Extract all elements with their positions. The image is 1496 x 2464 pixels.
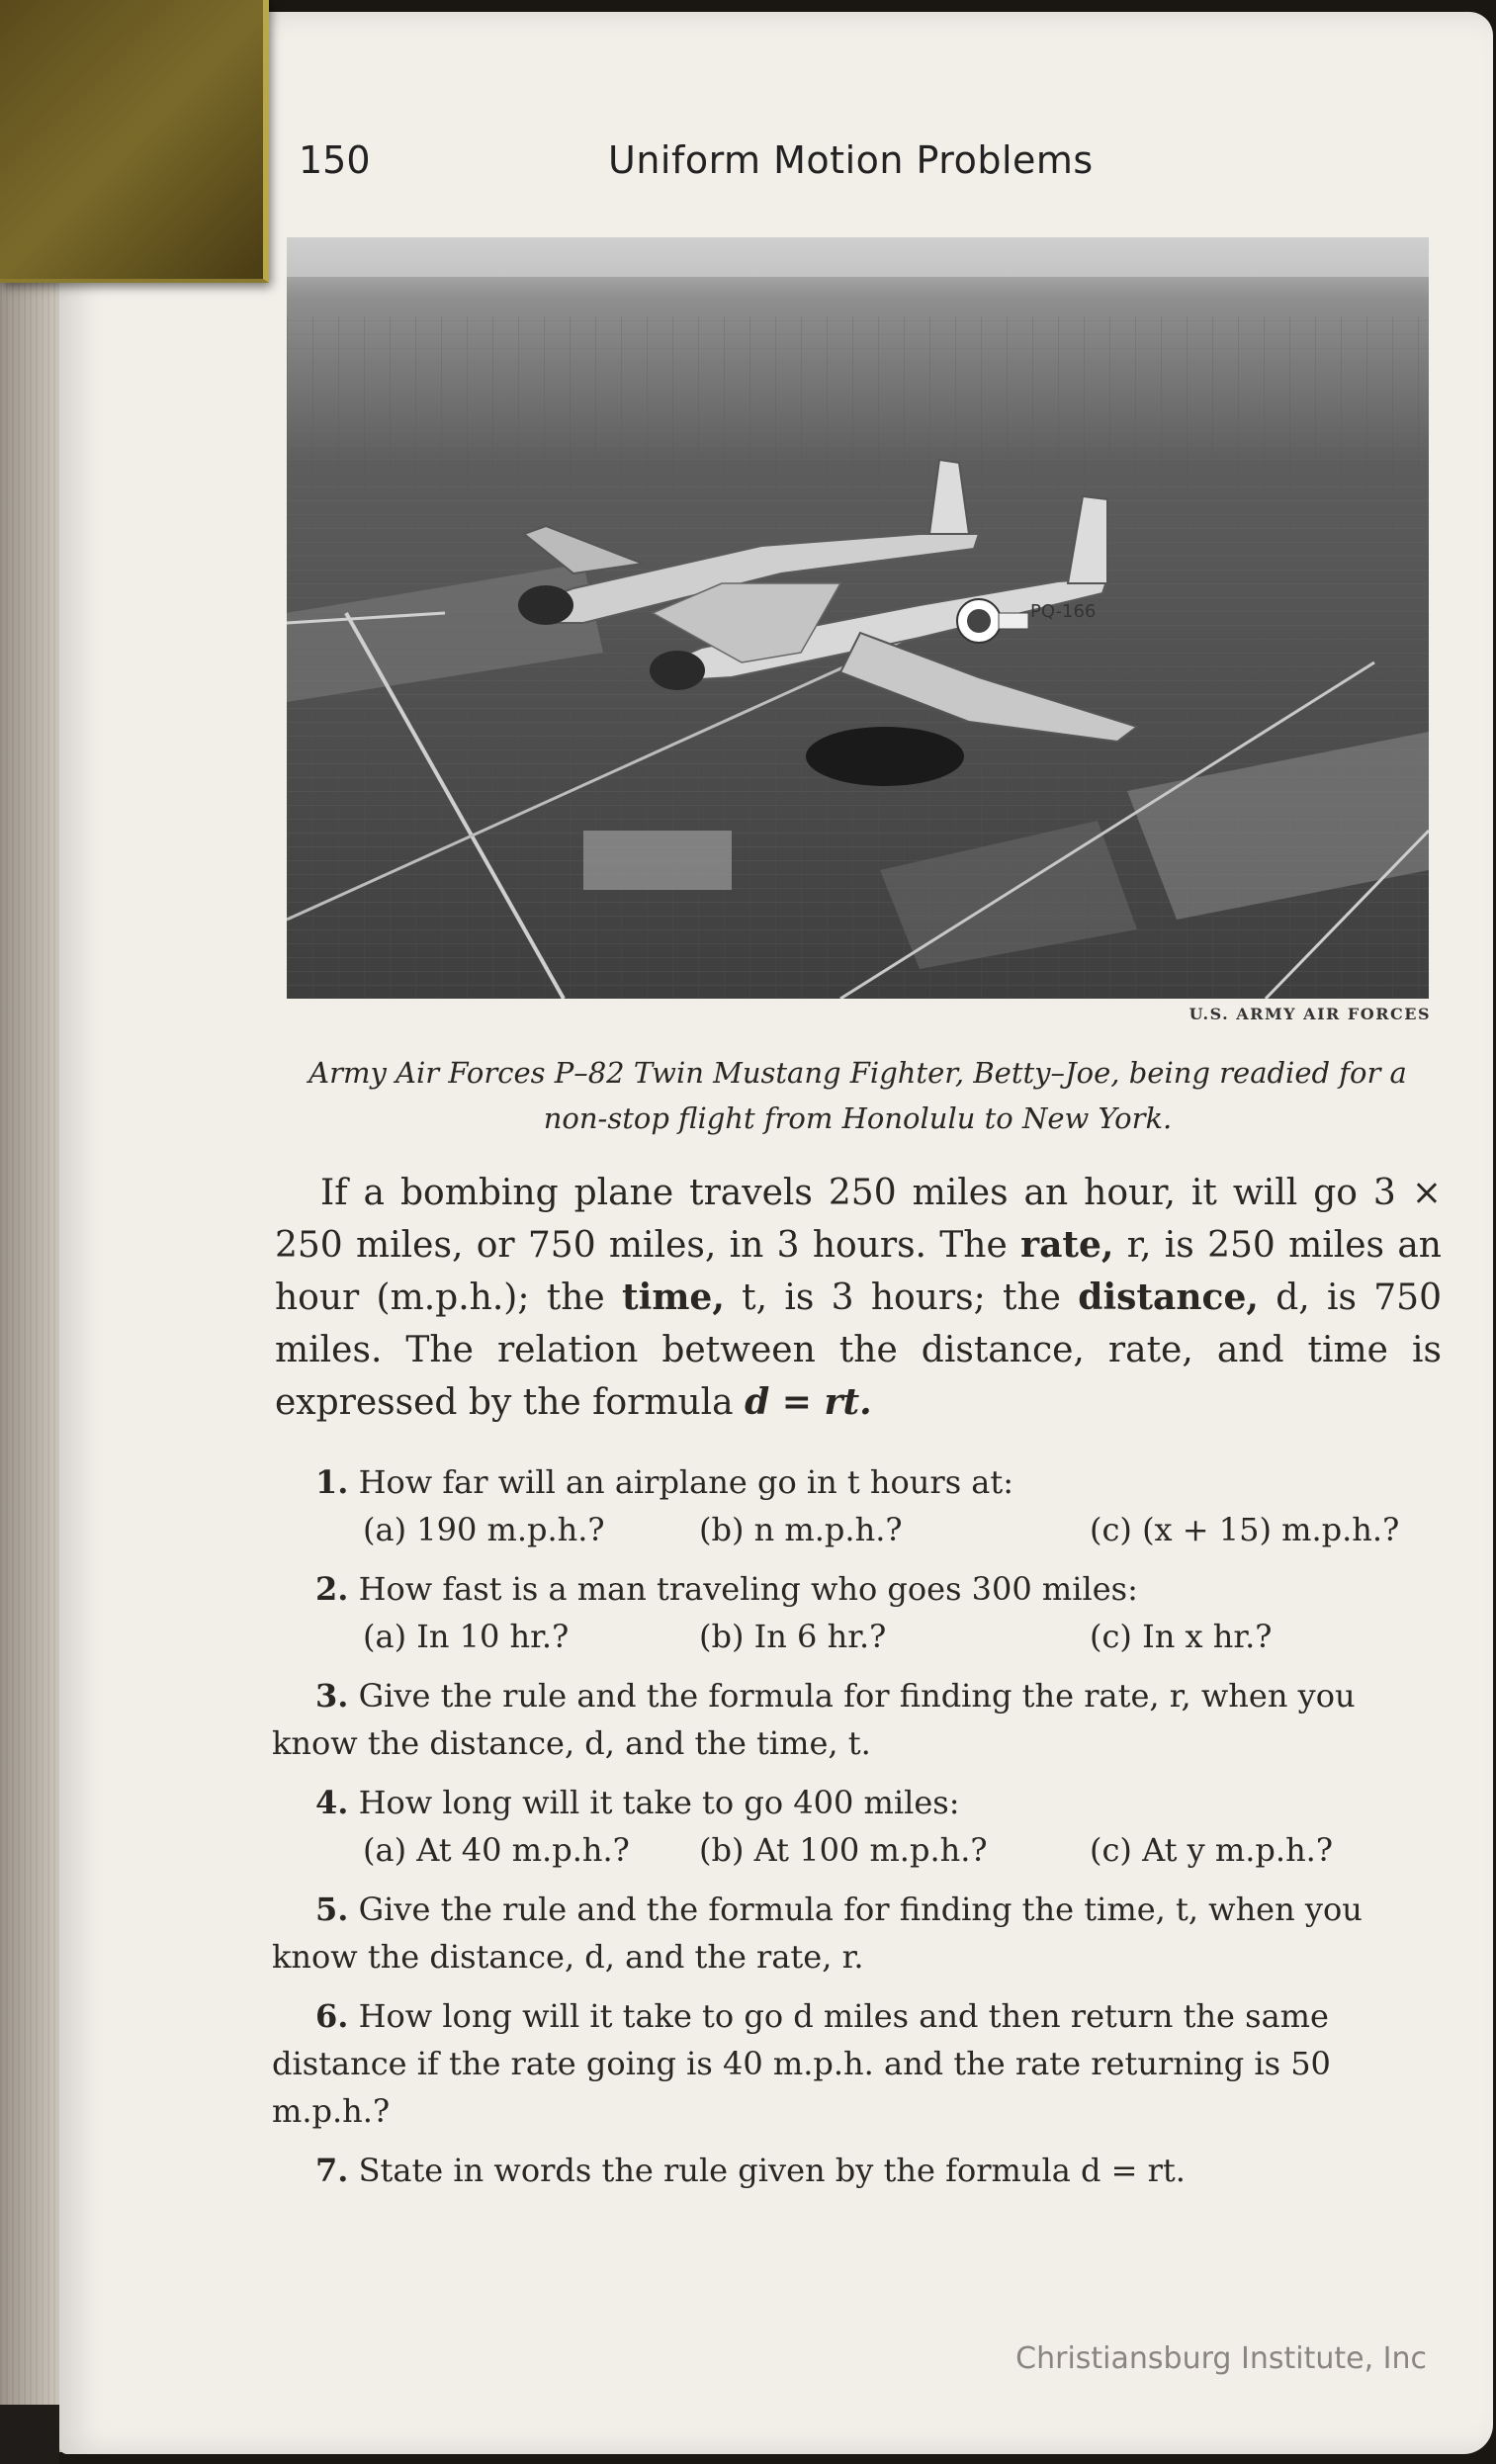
problem-number: 3.	[315, 1677, 349, 1715]
tail-code: PQ-166	[1030, 601, 1097, 622]
page-title: Uniform Motion Problems	[608, 138, 1094, 182]
problem-3	[272, 1672, 1444, 1767]
page-number: 150	[299, 138, 371, 182]
option-c: (c) (x + 15) m.p.h.?	[1090, 1511, 1400, 1548]
distance-term: distance,	[1078, 1276, 1259, 1318]
option-b: (b) In 6 hr.?	[699, 1618, 887, 1655]
problem-number: 7.	[315, 2152, 349, 2189]
problem-text: How far will an airplane go in t hours at:	[358, 1463, 1014, 1501]
option-a: (a) At 40 m.p.h.?	[363, 1831, 630, 1869]
page-header	[297, 138, 1447, 188]
problem-text: State in words the rule given by the formula d = rt.	[358, 2152, 1186, 2189]
formula: d = rt.	[745, 1381, 872, 1423]
problem-text: Give the rule and the formula for finding the rate, r, when you know the distance, d, and the time, t.	[272, 1677, 1356, 1762]
airplane-photo-icon	[287, 237, 1429, 999]
option-c: (c) At y m.p.h.?	[1090, 1831, 1333, 1869]
problem-number: 2.	[315, 1570, 349, 1608]
problem-4	[272, 1779, 1444, 1874]
intro-paragraph	[275, 1167, 1442, 1429]
intro-text-4: d, is 750 miles. The relation between the distance, rate, and time is expressed by the formula	[275, 1277, 1442, 1423]
photo-caption	[272, 1050, 1444, 1141]
option-b: (b) n m.p.h.?	[699, 1511, 903, 1548]
intro-text-1: If a bombing plane travels 250 miles an hour, it will go 3 × 250 miles, or 750 miles, in 3 hours. The	[275, 1173, 1442, 1266]
problem-number: 1.	[315, 1463, 349, 1501]
corner-shadow	[0, 2405, 59, 2464]
watermark: Christiansburg Institute, Inc	[1015, 2341, 1427, 2376]
problem-number: 6.	[315, 1997, 349, 2035]
time-term: time,	[622, 1276, 725, 1318]
option-b: (b) At 100 m.p.h.?	[699, 1831, 988, 1869]
problem-number: 5.	[315, 1891, 349, 1928]
problem-number: 4.	[315, 1784, 349, 1821]
photo-credit: U.S. ARMY AIR FORCES	[1188, 1005, 1431, 1023]
option-a: (a) In 10 hr.?	[363, 1618, 570, 1655]
bookmark-tab	[0, 0, 269, 283]
problem-list	[272, 1458, 1444, 2206]
caption-line-2: non-stop flight from Honolulu to New York.	[543, 1101, 1173, 1135]
option-a: (a) 190 m.p.h.?	[363, 1511, 605, 1548]
problem-text: How long will it take to go 400 miles:	[358, 1784, 960, 1821]
problem-6	[272, 1992, 1444, 2135]
problem-text: How fast is a man traveling who goes 300 miles:	[358, 1570, 1138, 1608]
problem-5	[272, 1886, 1444, 1980]
problem-text: Give the rule and the formula for finding the time, t, when you know the distance, d, and the rate, r.	[272, 1891, 1363, 1976]
problem-2	[272, 1565, 1444, 1660]
rate-term: rate,	[1020, 1224, 1114, 1266]
option-c: (c) In x hr.?	[1090, 1618, 1273, 1655]
problem-1	[272, 1458, 1444, 1553]
problem-7	[272, 2147, 1444, 2194]
problem-text: How long will it take to go d miles and then return the same distance if the rate going is 40 m.p.h. and the rate returning is 50 m.p.h.?	[272, 1997, 1331, 2130]
caption-line-1: Army Air Forces P–82 Twin Mustang Fighter, Betty–Joe, being readied for a	[308, 1056, 1407, 1090]
airplane-photo	[287, 237, 1429, 999]
intro-text-2: r, is 250 miles an hour (m.p.h.); the	[275, 1225, 1442, 1318]
intro-text-3: t, is 3 hours; the	[724, 1277, 1079, 1318]
